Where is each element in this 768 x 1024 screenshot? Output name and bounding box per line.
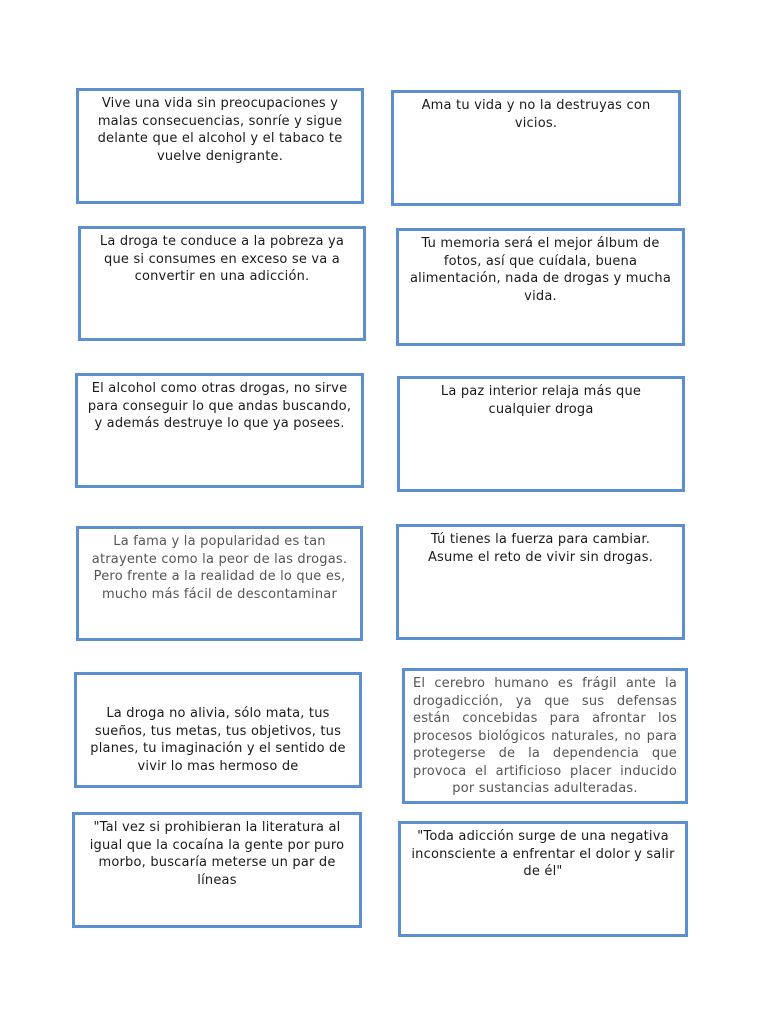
message-card bbox=[402, 668, 688, 804]
message-card bbox=[76, 88, 364, 204]
message-card bbox=[72, 812, 362, 928]
message-card bbox=[396, 524, 685, 640]
message-card bbox=[398, 821, 688, 937]
card-text: El alcohol como otras drogas, no sirve para conseguir lo que andas buscando, y además destruye lo que ya posees. bbox=[87, 381, 352, 431]
message-card bbox=[396, 228, 685, 346]
message-card bbox=[76, 526, 363, 641]
card-text: "Toda adicción surge de una negativa inconsciente a enfrentar el dolor y salir de él" bbox=[411, 829, 675, 879]
message-card bbox=[78, 226, 366, 341]
message-card bbox=[75, 373, 364, 488]
card-text: La droga no alivia, sólo mata, tus sueños, tus metas, tus objetivos, tus planes, tu imaginación y el sentido de vivir lo mas hermoso de bbox=[90, 706, 346, 774]
card-text: Vive una vida sin preocupaciones y malas consecuencias, sonríe y sigue delante que el alcohol y el tabaco te vuelve denigrante. bbox=[97, 96, 343, 164]
message-card bbox=[391, 90, 681, 206]
card-text: "Tal vez si prohibieran la literatura al igual que la cocaína la gente por puro morbo, buscaría meterse un par de líneas bbox=[89, 820, 345, 888]
card-text: El cerebro humano es frágil ante la drogadicción, ya que sus defensas están concebidas para afrontar los procesos biológicos naturales, no para protegerse de la dependencia que provoca el artificioso placer inducido por sustancias adulteradas. bbox=[413, 676, 677, 796]
message-card bbox=[397, 376, 685, 492]
card-text: La fama y la popularidad es tan atrayente como la peor de las drogas. Pero frente a la realidad de lo que es, mucho más fácil de descontaminar bbox=[91, 534, 348, 602]
card-text: Tu memoria será el mejor álbum de fotos, así que cuídala, buena alimentación, nada de drogas y mucha vida. bbox=[410, 236, 671, 304]
message-card bbox=[74, 672, 362, 788]
card-text: La paz interior relaja más que cualquier droga bbox=[440, 384, 642, 417]
card-text: La droga te conduce a la pobreza ya que si consumes en exceso se va a convertir en una adicción. bbox=[99, 234, 345, 284]
card-text: Ama tu vida y no la destruyas con vicios. bbox=[421, 98, 651, 131]
card-text: Tú tienes la fuerza para cambiar. Asume el reto de vivir sin drogas. bbox=[427, 532, 654, 565]
